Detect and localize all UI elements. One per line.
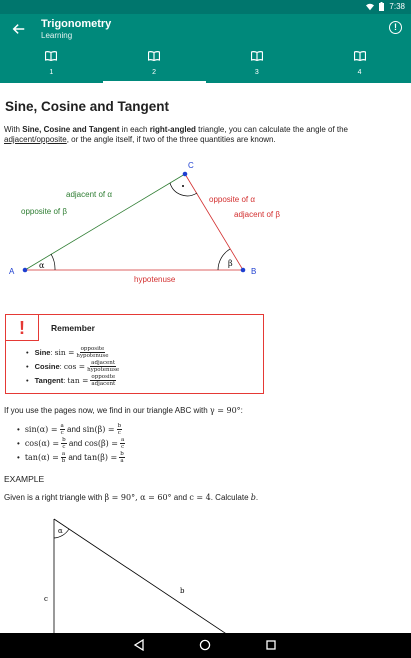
back-arrow-icon[interactable] (12, 22, 26, 36)
wifi-icon (366, 3, 374, 11)
app-subtitle: Learning (41, 31, 73, 40)
label-hypotenuse: hypotenuse (134, 275, 176, 284)
vertex-c (183, 172, 188, 177)
tab-bar (0, 42, 411, 83)
formula-cos: • cos(α) = $\frac{b}{c}$ and cos(β) = $\frac{a}{c}$ (17, 437, 125, 450)
remember-item-cosine: • Cosine : cos = $\frac{\text{adjacent}}{\text{hypotenuse}}$ (26, 360, 119, 373)
battery-icon (379, 2, 384, 11)
book-icon (251, 51, 263, 61)
remember-item-tangent: • Tangent : tan = $\frac{\text{opposite}}{\text{adjacent}}$ (26, 374, 116, 387)
side-cb (185, 174, 243, 270)
tab-2[interactable] (103, 42, 206, 83)
tab-1[interactable] (0, 42, 103, 83)
label-adjacent-beta: adjacent of β (234, 210, 280, 219)
example-heading: EXAMPLE (4, 474, 45, 484)
lesson-content[interactable] (0, 83, 411, 633)
triangle-diagram (0, 151, 411, 301)
app-title: Trigonometry (41, 18, 112, 30)
vertex-a (23, 268, 28, 273)
label-c: c (44, 595, 48, 603)
label-alpha: α (58, 527, 63, 535)
status-time: 7:38 (389, 2, 405, 11)
book-icon (148, 51, 160, 61)
label-a: A (9, 267, 15, 276)
label-b: B (251, 267, 257, 276)
tab-4[interactable] (308, 42, 411, 83)
alpha-arc (51, 254, 55, 270)
home-nav-icon[interactable] (199, 639, 211, 651)
status-bar (0, 0, 411, 14)
app-bar (0, 14, 411, 42)
adjacent-opposite-link[interactable]: adjacent/opposite (4, 135, 67, 144)
vertex-b (241, 268, 246, 273)
book-icon (45, 51, 57, 61)
label-alpha: α (39, 261, 45, 270)
remember-item-sine: • Sine : sin = $\frac{\text{opposite}}{\text{hypotenuse}}$ (26, 346, 109, 359)
system-nav-bar (0, 633, 411, 658)
side-ac (25, 174, 185, 270)
label-opposite-alpha: opposite of α (209, 195, 255, 204)
tab-label: 4 (357, 69, 362, 76)
exclamation-icon: ! (6, 315, 39, 341)
right-angle-dot (182, 185, 184, 187)
tab-label: 2 (152, 69, 157, 76)
example-triangle (0, 517, 411, 633)
info-icon[interactable]: ! (389, 21, 402, 34)
intro-paragraph: With Sine, Cosine and Tangent in each right-angled triangle, you can calculate the angle of the adjacent/opposite, or the angle itself, if two of the three quantities are known. (4, 125, 349, 144)
pages-paragraph: If you use the pages now, we find in our triangle ABC with γ = 90°: (4, 406, 243, 415)
label-opposite-beta: opposite of β (21, 207, 67, 216)
recents-nav-icon[interactable] (265, 639, 277, 651)
tab-label: 1 (49, 69, 54, 76)
back-nav-icon[interactable] (133, 639, 145, 651)
label-beta: β (228, 259, 233, 268)
tab-label: 3 (254, 69, 259, 76)
example-paragraph: Given is a right triangle with β = 90°, α = 60° and c = 4. Calculate b. (4, 493, 259, 502)
label-adjacent-alpha: adjacent of α (66, 190, 112, 199)
remember-box (5, 314, 264, 394)
side-b (54, 519, 228, 633)
formula-tan: • tan(α) = $\frac{a}{b}$ and tan(β) = $\frac{b}{a}$ (17, 451, 125, 464)
lesson-heading: Sine, Cosine and Tangent (5, 99, 170, 114)
right-angle-arc (170, 183, 197, 196)
label-b: b (180, 587, 185, 595)
remember-title: Remember (51, 323, 95, 333)
label-c: C (188, 161, 194, 170)
book-icon (354, 51, 366, 61)
formula-sin: • sin(α) = $\frac{a}{c}$ and sin(β) = $\frac{b}{c}$ (17, 423, 122, 436)
tab-3[interactable] (206, 42, 309, 83)
